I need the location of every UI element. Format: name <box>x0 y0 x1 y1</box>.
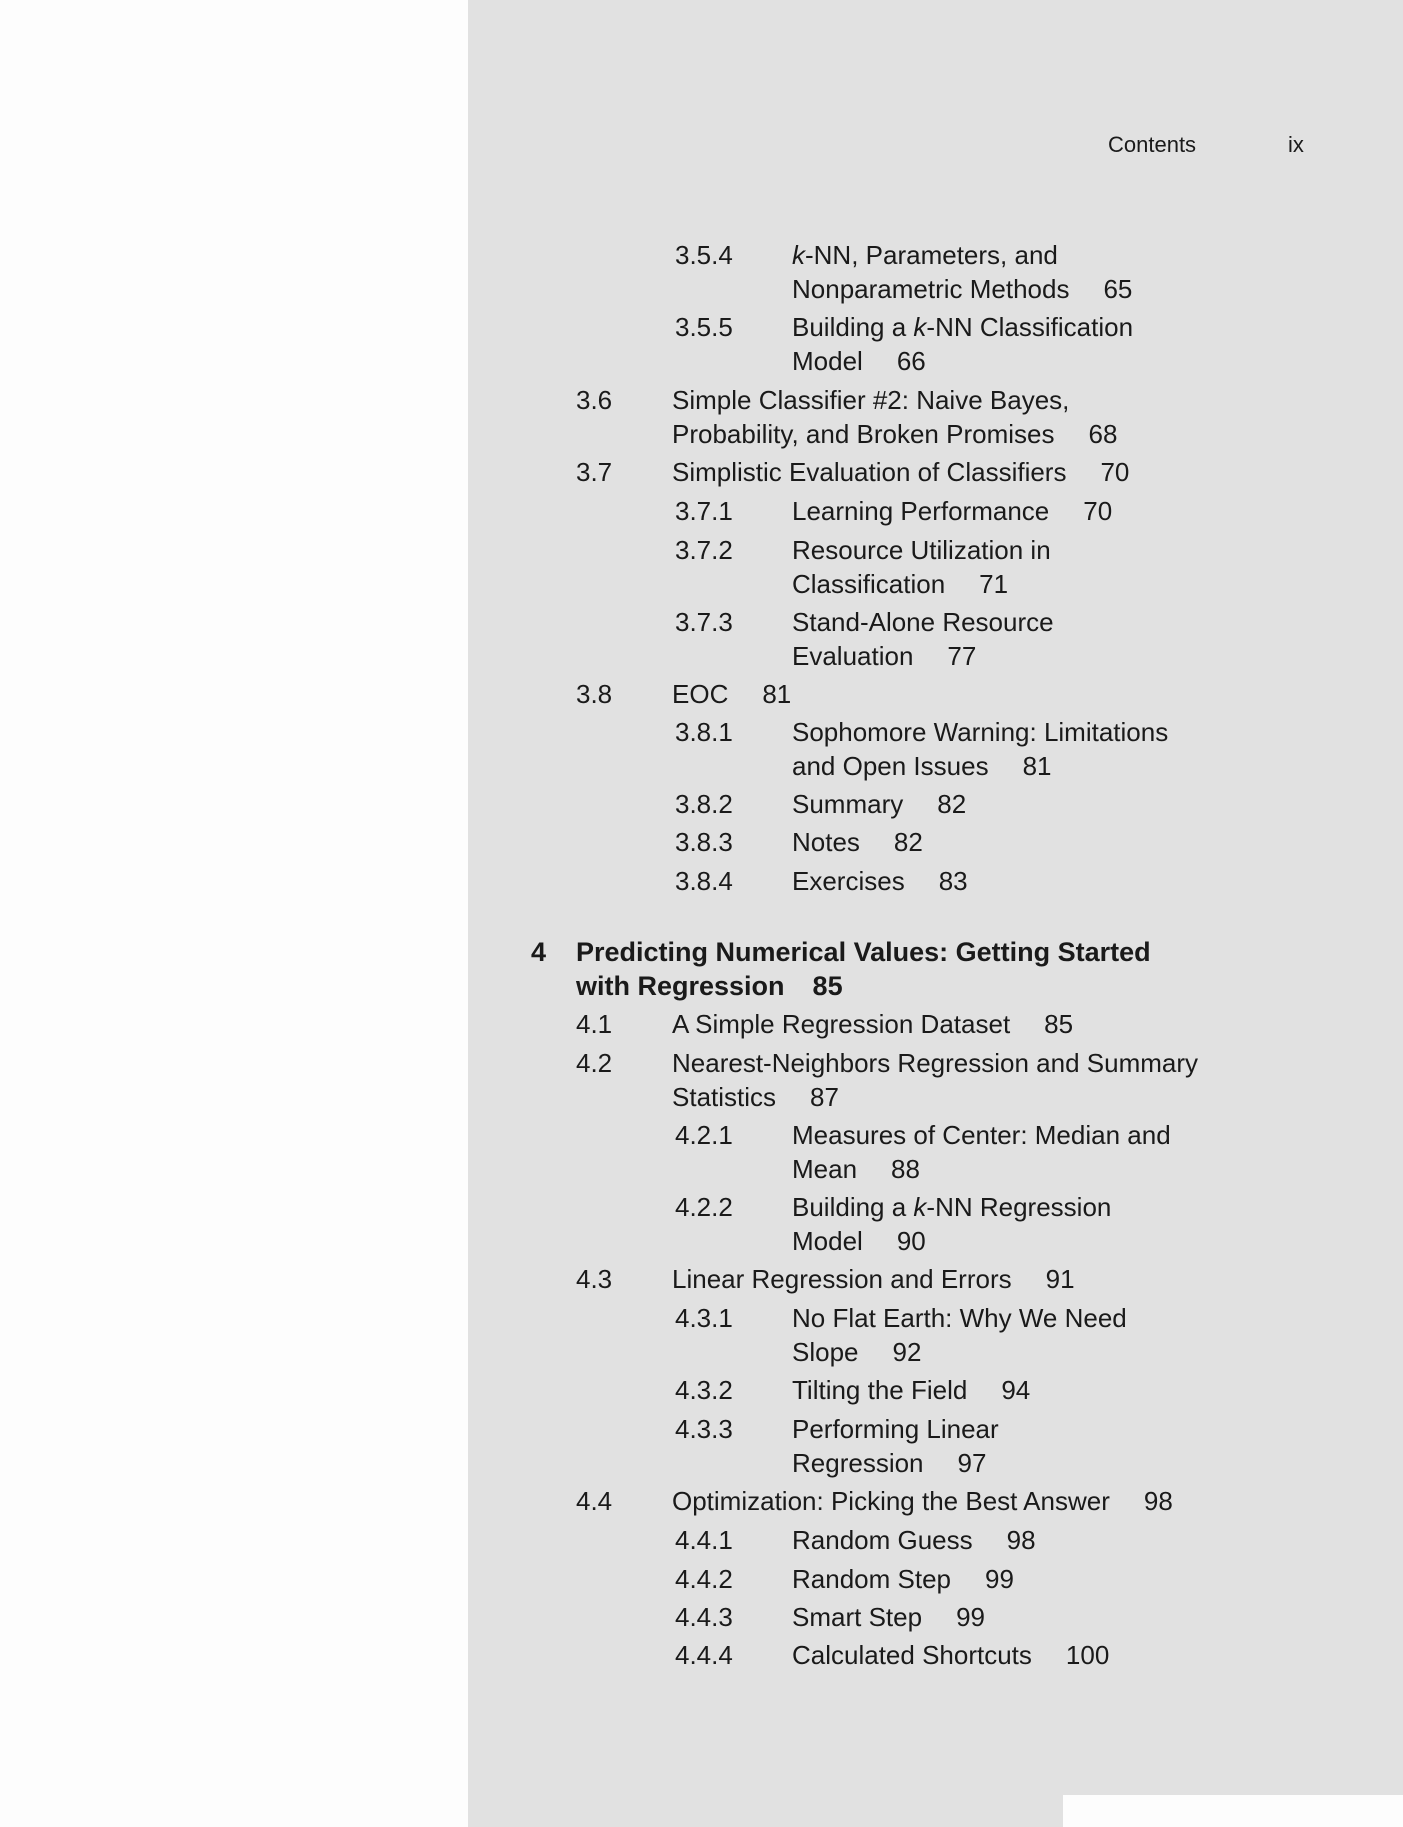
section-title <box>672 1046 1198 1080</box>
section-number: 4.1 <box>576 1009 613 1039</box>
subsection-title-continued <box>792 1446 986 1480</box>
running-header-page: ix <box>1288 132 1304 157</box>
page-number: 99 <box>956 1602 985 1632</box>
title-text: Building a <box>792 1192 914 1222</box>
subsection-title <box>792 1301 1127 1335</box>
title-italic: k <box>792 240 805 270</box>
title-text: Linear Regression and Errors <box>672 1264 1012 1294</box>
title-text: Random Guess <box>792 1525 973 1555</box>
section-title <box>672 1007 1073 1041</box>
title-text: -NN, Parameters, and <box>805 240 1058 270</box>
title-text: Simple Classifier #2: Naive Bayes, <box>672 385 1070 415</box>
subsection-title <box>792 864 968 898</box>
subsection-title <box>792 1190 1111 1224</box>
page-number: 94 <box>1001 1375 1031 1405</box>
page-number: 88 <box>891 1154 920 1184</box>
subsection-title <box>792 1373 1030 1407</box>
page-number: 81 <box>1022 751 1052 781</box>
subsection-number: 4.2.1 <box>675 1120 733 1150</box>
chapter-title-continued <box>576 969 843 1003</box>
subsection-number: 4.4.3 <box>675 1602 733 1632</box>
title-text: Building a <box>792 312 914 342</box>
subsection-title <box>792 310 1133 344</box>
page-number: 77 <box>947 641 977 671</box>
subsection-title <box>792 533 1051 567</box>
title-text: Exercises <box>792 866 905 896</box>
subsection-number: 4.4.4 <box>675 1640 733 1670</box>
page-number: 99 <box>984 1564 1014 1594</box>
subsection-number: 3.5.4 <box>675 240 733 270</box>
subsection-title <box>792 1600 985 1634</box>
title-text: and Open Issues <box>792 751 989 781</box>
subsection-number: 3.5.5 <box>675 312 733 342</box>
page-number: 92 <box>892 1337 922 1367</box>
section-number: 3.6 <box>576 385 613 415</box>
page-number: 65 <box>1103 274 1133 304</box>
title-text: Classification <box>792 569 946 599</box>
section-title <box>672 455 1129 489</box>
subsection-title <box>792 1638 1109 1672</box>
title-text: Random Step <box>792 1564 951 1594</box>
section-title-continued <box>672 417 1117 451</box>
title-text: A Simple Regression Dataset <box>672 1009 1011 1039</box>
page-corner <box>1063 1795 1403 1827</box>
page-number: 91 <box>1045 1264 1075 1294</box>
page-number: 82 <box>937 789 967 819</box>
subsection-title-continued <box>792 1335 921 1369</box>
page-number: 68 <box>1088 419 1118 449</box>
title-text: -NN Classification <box>926 312 1134 342</box>
title-text: Probability, and Broken Promises <box>672 419 1055 449</box>
title-text: EOC <box>672 679 729 709</box>
title-text: Mean <box>792 1154 858 1184</box>
page-number: 98 <box>1143 1486 1173 1516</box>
page-number: 83 <box>938 866 968 896</box>
subsection-title-continued <box>792 344 926 378</box>
chapter-title <box>576 935 1151 969</box>
title-text: with Regression <box>576 971 785 1001</box>
section-number: 3.8 <box>576 679 613 709</box>
subsection-title <box>792 238 1058 272</box>
page-number: 98 <box>1006 1525 1036 1555</box>
page-number: 82 <box>893 827 923 857</box>
subsection-title <box>792 1118 1171 1152</box>
page-number: 81 <box>762 679 792 709</box>
page-number: 85 <box>812 971 843 1001</box>
subsection-title <box>792 1562 1014 1596</box>
title-text: Nonparametric Methods <box>792 274 1070 304</box>
subsection-number: 3.8.1 <box>675 717 733 747</box>
subsection-title <box>792 787 966 821</box>
title-text: Tilting the Field <box>792 1375 968 1405</box>
section-number: 3.7 <box>576 457 613 487</box>
section-title <box>672 383 1069 417</box>
title-text: Optimization: Picking the Best Answer <box>672 1486 1110 1516</box>
title-text: Performing Linear <box>792 1414 999 1444</box>
subsection-title <box>792 605 1054 639</box>
title-text: -NN Regression <box>926 1192 1112 1222</box>
title-text: Model <box>792 346 863 376</box>
title-text: Nearest-Neighbors Regression and Summary <box>672 1048 1199 1078</box>
section-number: 4.4 <box>576 1486 613 1516</box>
title-text: Predicting Numerical Values: Getting Started <box>576 937 1151 967</box>
subsection-title <box>792 1523 1036 1557</box>
subsection-title <box>792 715 1168 749</box>
section-title <box>672 677 791 711</box>
section-number: 4.2 <box>576 1048 613 1078</box>
section-title <box>672 1262 1075 1296</box>
title-text: Measures of Center: Median and <box>792 1120 1171 1150</box>
subsection-number: 4.3.1 <box>675 1303 733 1333</box>
chapter-number: 4 <box>531 937 547 967</box>
page-number: 70 <box>1100 457 1130 487</box>
page-number: 70 <box>1083 496 1113 526</box>
title-text: Calculated Shortcuts <box>792 1640 1032 1670</box>
subsection-title-continued <box>792 272 1132 306</box>
subsection-number: 3.8.4 <box>675 866 733 896</box>
title-text: Resource Utilization in <box>792 535 1051 565</box>
section-title <box>672 1484 1173 1518</box>
page-number: 66 <box>896 346 926 376</box>
title-italic: k <box>913 312 927 342</box>
title-text: Evaluation <box>792 641 914 671</box>
page-number: 87 <box>810 1082 839 1112</box>
subsection-title <box>792 825 923 859</box>
title-text: Notes <box>792 827 860 857</box>
title-text: Smart Step <box>792 1602 923 1632</box>
title-text: Model <box>792 1226 863 1256</box>
subsection-number: 3.8.2 <box>675 789 733 819</box>
running-header-section: Contents <box>1108 132 1197 157</box>
title-text: Summary <box>792 789 904 819</box>
subsection-number: 4.3.3 <box>675 1414 733 1444</box>
subsection-title-continued <box>792 1224 926 1258</box>
title-text: Statistics <box>672 1082 777 1112</box>
title-text: Regression <box>792 1448 924 1478</box>
title-text: Sophomore Warning: Limitations <box>792 717 1169 747</box>
subsection-number: 3.7.2 <box>675 535 733 565</box>
title-text: No Flat Earth: Why We Need <box>792 1303 1127 1333</box>
title-text: Stand-Alone Resource <box>792 607 1054 637</box>
subsection-title-continued <box>792 749 1052 783</box>
subsection-title-continued <box>792 639 976 673</box>
subsection-number: 4.4.2 <box>675 1564 733 1594</box>
subsection-title-continued <box>792 567 1008 601</box>
subsection-title-continued <box>792 1152 920 1186</box>
subsection-number: 3.7.3 <box>675 607 733 637</box>
title-text: Learning Performance <box>792 496 1050 526</box>
subsection-title <box>792 1412 999 1446</box>
page-number: 85 <box>1044 1009 1074 1039</box>
title-text: Simplistic Evaluation of Classifiers <box>672 457 1067 487</box>
subsection-number: 3.7.1 <box>675 496 733 526</box>
title-italic: k <box>913 1192 927 1222</box>
page-number: 90 <box>896 1226 926 1256</box>
page-number: 71 <box>979 569 1009 599</box>
section-title-continued <box>672 1080 839 1114</box>
page-number: 100 <box>1065 1640 1110 1670</box>
subsection-title <box>792 494 1112 528</box>
page-number: 97 <box>957 1448 987 1478</box>
subsection-number: 3.8.3 <box>675 827 733 857</box>
subsection-number: 4.3.2 <box>675 1375 733 1405</box>
title-text: Slope <box>792 1337 859 1367</box>
subsection-number: 4.4.1 <box>675 1525 733 1555</box>
subsection-number: 4.2.2 <box>675 1192 733 1222</box>
section-number: 4.3 <box>576 1264 613 1294</box>
